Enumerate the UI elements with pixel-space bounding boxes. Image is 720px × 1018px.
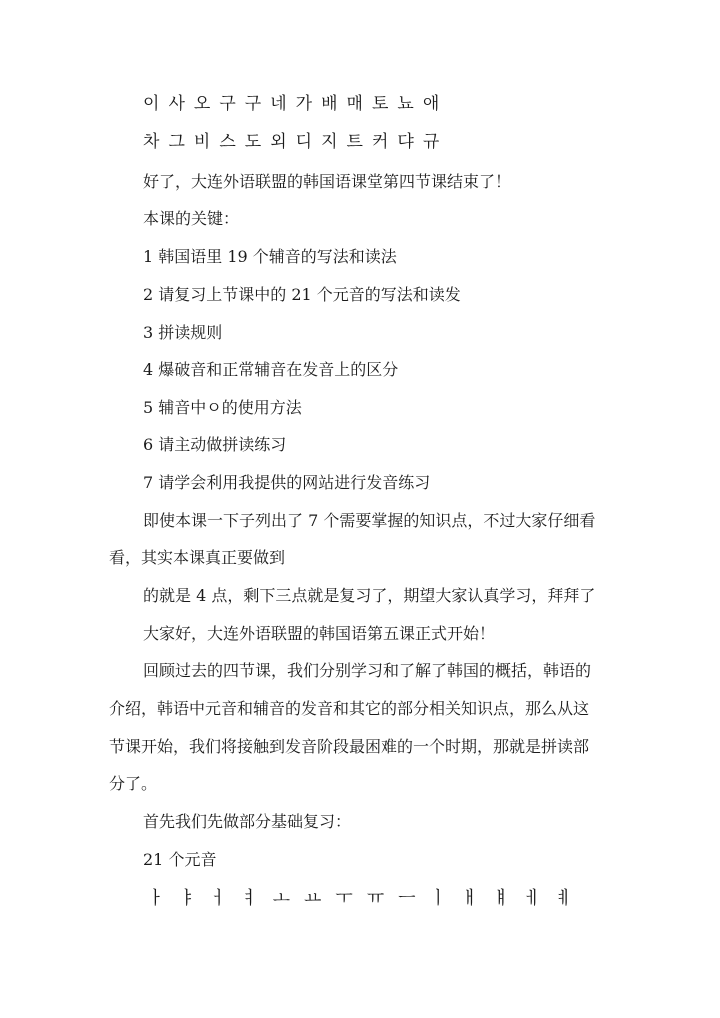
hangul-syllable: 지 <box>321 132 338 152</box>
vowel-jamo: ㅏ <box>147 888 165 909</box>
vowel-jamo: ㅛ <box>303 888 322 909</box>
vowel-jamo: ㅜ <box>335 888 353 909</box>
hangul-syllable: 매 <box>346 94 363 114</box>
vowel-jamo: ㅔ <box>523 888 542 909</box>
hangul-row-1 <box>143 93 448 115</box>
key-point-4: 4 爆破音和正常辅音在发音上的区分 <box>143 360 399 379</box>
vowel-jamo: ㅡ <box>398 888 416 909</box>
vowel-jamo: ㅣ <box>429 888 447 909</box>
hangul-syllable: 구 <box>244 94 262 114</box>
hangul-syllable: 구 <box>219 94 236 114</box>
key-point-1: 1 韩国语里 19 个辅音的写法和读法 <box>143 247 397 266</box>
hangul-syllable: 오 <box>193 94 211 114</box>
hangul-syllable: 트 <box>346 132 363 152</box>
vowel-jamo: ㅒ <box>492 888 510 909</box>
key-point-7: 7 请学会利用我提供的网站进行发音练习 <box>143 473 431 492</box>
hangul-syllable: 커 <box>371 132 389 152</box>
hangul-syllable: 댜 <box>397 132 414 152</box>
hangul-syllable: 차 <box>143 132 160 152</box>
hangul-syllable: 사 <box>168 94 185 114</box>
paragraph-summary-line-1: 即使本课一下子列出了 7 个需要掌握的知识点，不过大家仔细看 <box>143 511 596 530</box>
paragraph-lesson4-end: 好了，大连外语联盟的韩国语课堂第四节课结束了！ <box>143 172 512 191</box>
paragraph-key-points-heading: 本课的关键： <box>143 209 240 228</box>
hangul-syllable: 가 <box>295 94 313 114</box>
vowel-jamo: ㅖ <box>555 888 573 909</box>
vowel-jamo: ㅑ <box>178 888 196 909</box>
hangul-syllable: 뇨 <box>397 94 414 114</box>
paragraph-21-vowels: 21 个元音 <box>143 850 217 869</box>
hangul-syllable: 비 <box>193 132 211 152</box>
vowel-jamo: ㅠ <box>366 888 385 909</box>
hangul-syllable: 규 <box>422 132 440 152</box>
paragraph-review-line-1: 回顾过去的四节课，我们分别学习和了解了韩国的概括，韩语的 <box>143 661 592 680</box>
vowel-jamo: ㅓ <box>209 888 228 909</box>
key-point-5: 5 辅音中ㅇ的使用方法 <box>143 398 302 417</box>
key-point-3: 3 拼读规则 <box>143 323 223 342</box>
hangul-syllable: 토 <box>371 94 389 114</box>
hangul-syllable: 스 <box>219 132 236 152</box>
hangul-row-2 <box>143 131 448 153</box>
hangul-syllable: 이 <box>143 94 160 114</box>
paragraph-basic-review: 首先我们先做部分基础复习： <box>143 812 352 831</box>
paragraph-review-line-4: 分了。 <box>109 774 158 793</box>
paragraph-lesson5-start: 大家好，大连外语联盟的韩国语第五课正式开始！ <box>143 624 496 643</box>
key-point-2: 2 请复习上节课中的 21 个元音的写法和读发 <box>143 285 461 304</box>
hangul-syllable: 외 <box>270 132 287 152</box>
key-point-6: 6 请主动做拼读练习 <box>143 435 287 454</box>
vowel-jamo: ㅗ <box>272 888 290 909</box>
hangul-syllable: 애 <box>422 94 440 114</box>
paragraph-review-line-2: 介绍，韩语中元音和辅音的发音和其它的部分相关知识点，那么从这 <box>109 699 590 718</box>
vowel-jamo: ㅕ <box>241 888 259 909</box>
hangul-syllable: 그 <box>168 132 185 152</box>
hangul-syllable: 디 <box>295 132 313 152</box>
hangul-syllable: 네 <box>270 94 287 114</box>
hangul-syllable: 도 <box>244 132 262 152</box>
vowel-jamo-row <box>147 888 586 910</box>
hangul-syllable: 배 <box>321 94 338 114</box>
vowel-jamo: ㅐ <box>460 888 479 909</box>
paragraph-summary-line-3: 的就是 4 点，剩下三点就是复习了，期望大家认真学习，拜拜了 <box>143 586 596 605</box>
paragraph-summary-line-2: 看，其实本课真正要做到 <box>109 548 286 567</box>
paragraph-review-line-3: 节课开始，我们将接触到发音阶段最困难的一个时期，那就是拼读部 <box>109 737 590 756</box>
